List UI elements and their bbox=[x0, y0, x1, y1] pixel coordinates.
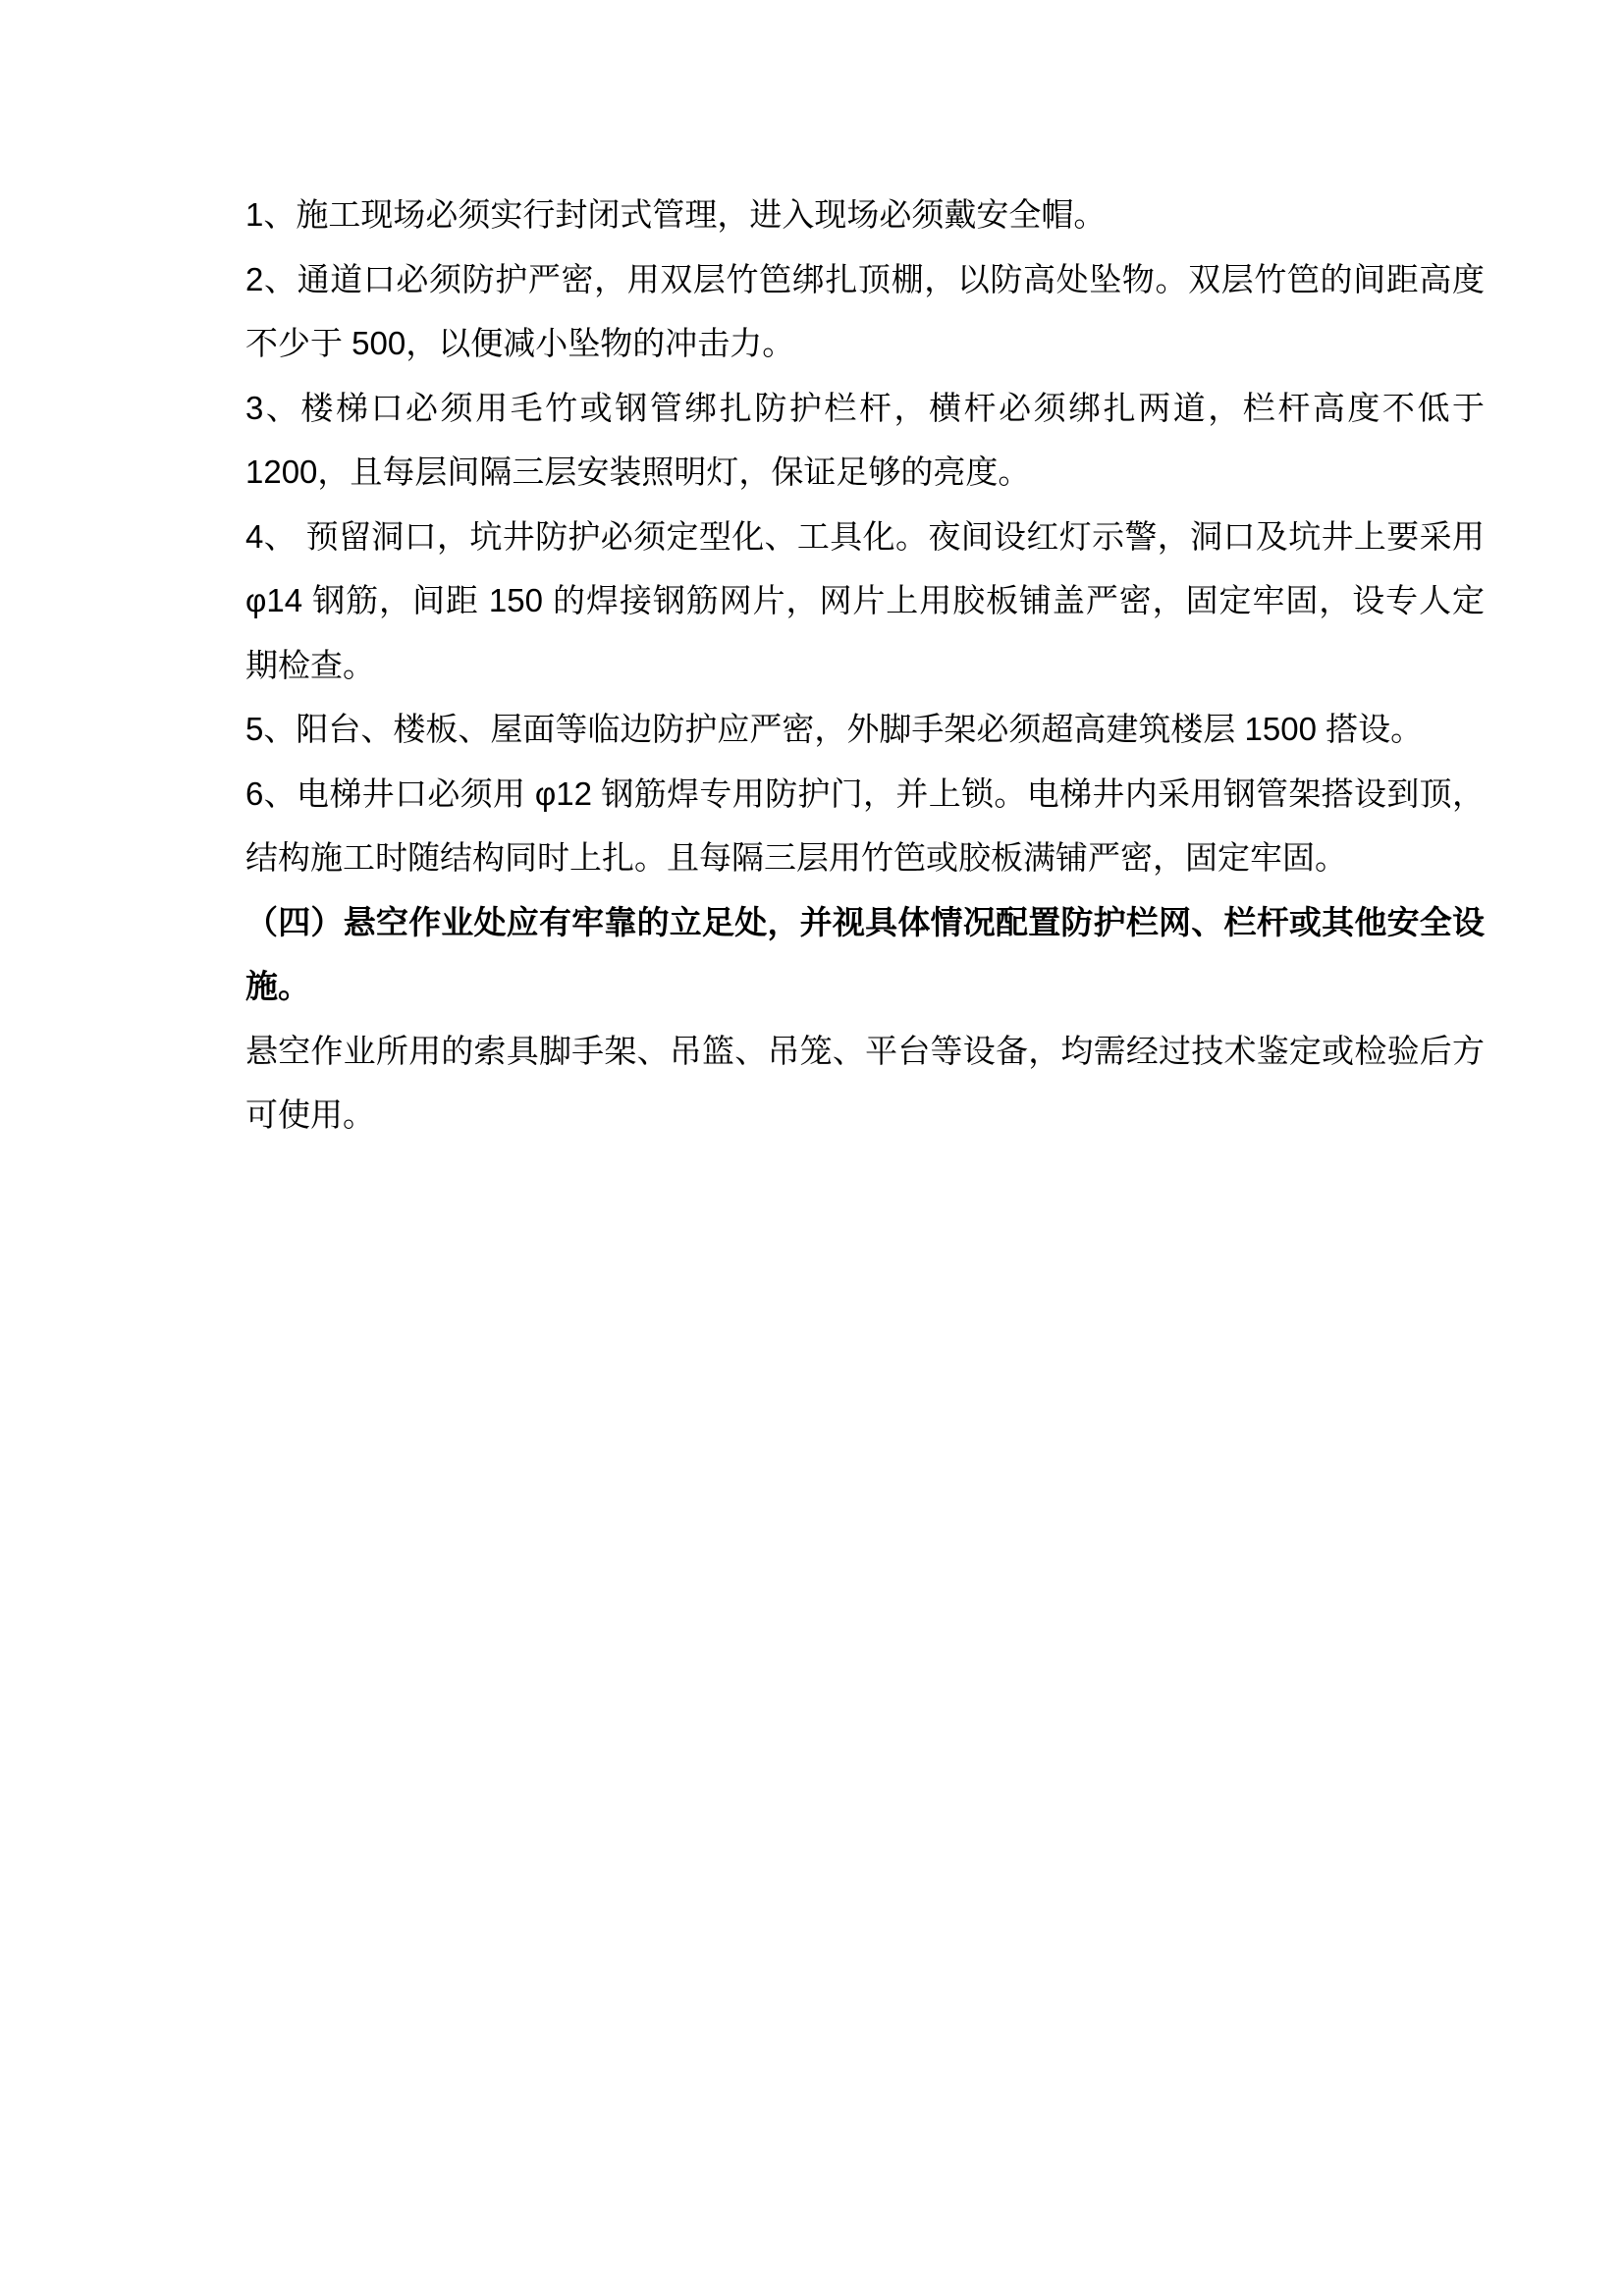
paragraph-item-1: 1、施工现场必须实行封闭式管理，进入现场必须戴安全帽。 bbox=[245, 196, 1107, 233]
paragraph-item-2: 2、通道口必须防护严密，用双层竹笆绑扎顶棚，以防高处坠物。双层竹笆的间距高度不少于 500，以便减小坠物的冲击力。 bbox=[245, 260, 1485, 361]
paragraph-item-6: 6、电梯井口必须用 φ12 钢筋焊专用防护门，并上锁。电梯井内采用钢管架搭设到顶，结构施工时随结构同时上扎。且每隔三层用竹笆或胶板满铺严密，固定牢固。 bbox=[245, 774, 1485, 876]
paragraph-item-5: 5、阳台、楼板、屋面等临边防护应严密，外脚手架必须超高建筑楼层 1500 搭设。 bbox=[245, 711, 1424, 747]
paragraph-item-8: 悬空作业所用的索具脚手架、吊篮、吊笼、平台等设备，均需经过技术鉴定或检验后方可使用。 bbox=[245, 1032, 1485, 1133]
paragraph-item-4: 4、 预留洞口，坑井防护必须定型化、工具化。夜间设红灯示警，洞口及坑井上要采用 φ14 钢筋，间距 150 的焊接钢筋网片，网片上用胶板铺盖严密，固定牢固，设专人定期检查。 bbox=[245, 517, 1485, 683]
paragraph-item-3: 3、楼梯口必须用毛竹或钢管绑扎防护栏杆，横杆必须绑扎两道，栏杆高度不低于 1200，且每层间隔三层安装照明灯，保证足够的亮度。 bbox=[245, 389, 1485, 490]
paragraph-item-7-heading: （四）悬空作业处应有牢靠的立足处，并视具体情况配置防护栏网、栏杆或其他安全设施。 bbox=[245, 903, 1485, 1004]
document-text-block bbox=[245, 183, 1485, 1148]
